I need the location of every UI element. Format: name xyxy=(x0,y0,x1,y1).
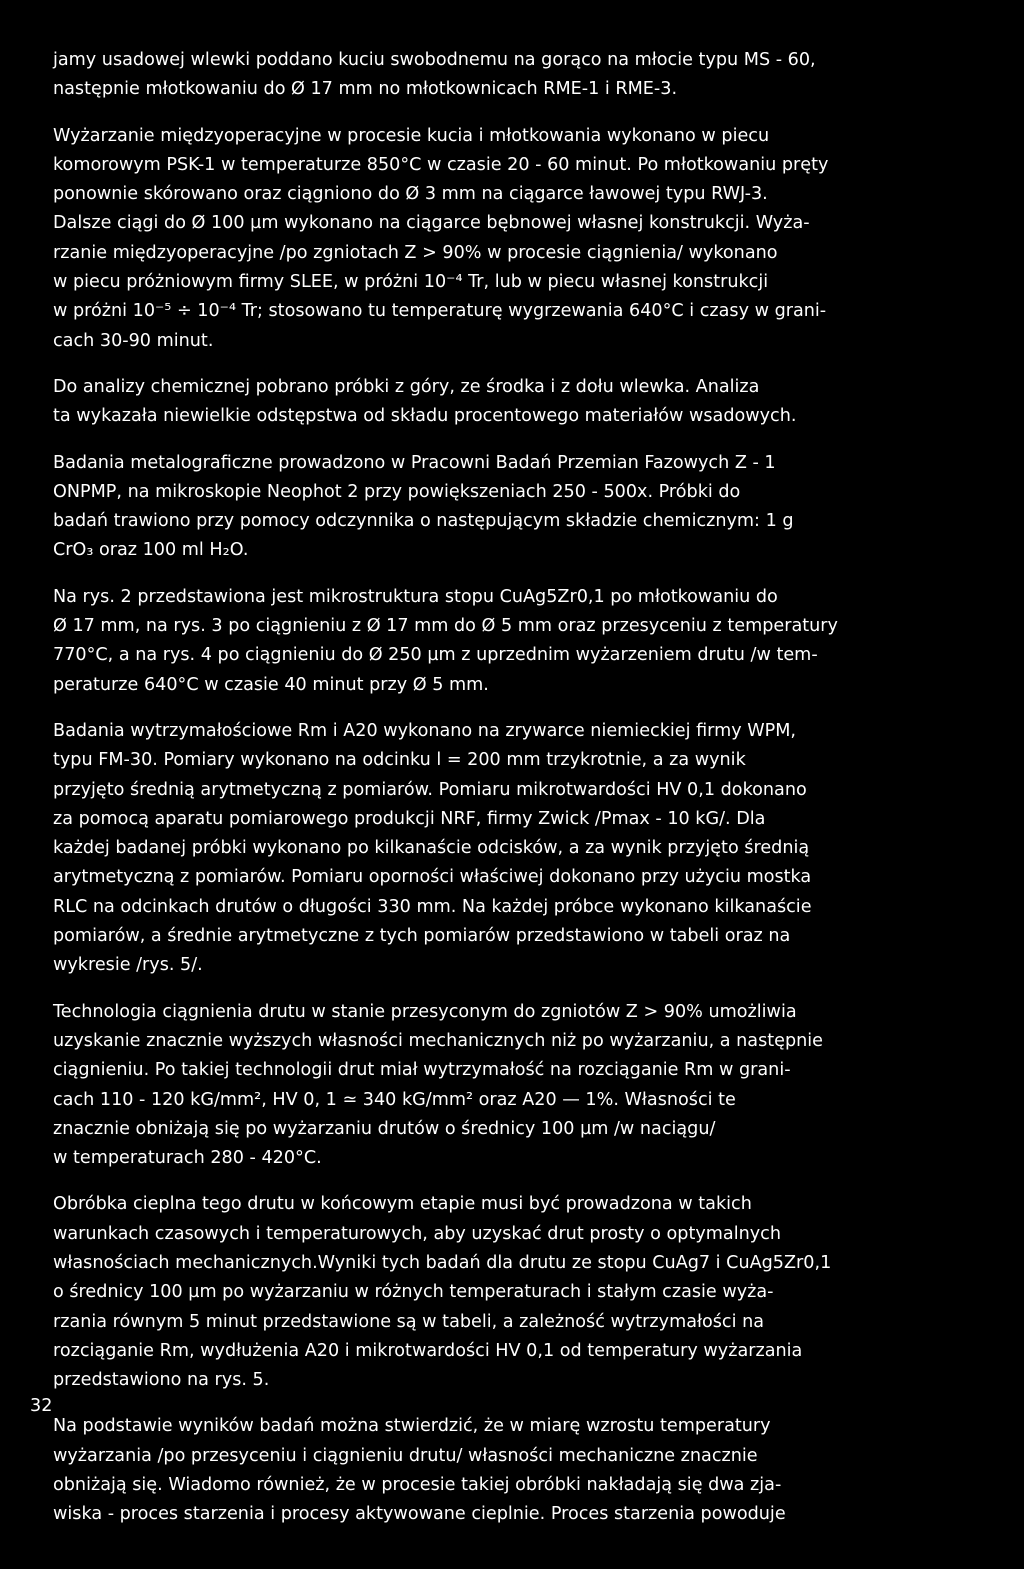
text-line: rozciąganie Rm, wydłużenia A20 i mikrotwardości HV 0,1 od temperatury wyżarzania xyxy=(53,1340,803,1361)
text-line: Na podstawie wyników badań można stwierdzić, że w miarę wzrostu temperatury xyxy=(53,1416,771,1437)
paragraph-1 xyxy=(53,46,975,105)
text-line: CrO₃ oraz 100 ml H₂O. xyxy=(53,540,249,561)
text-line: ta wykazała niewielkie odstępstwa od składu procentowego materiałów wsadowych. xyxy=(53,406,797,427)
paragraph-2 xyxy=(53,122,975,356)
text-line: ponownie skórowano oraz ciągniono do Ø 3 mm na ciągarce ławowej typu RWJ-3. xyxy=(53,184,768,205)
text-line: komorowym PSK-1 w temperaturze 850°C w czasie 20 - 60 minut. Po młotkowaniu pręty xyxy=(53,154,829,175)
text-line: ONPMP, na mikroskopie Neophot 2 przy powiększeniach 250 - 500x. Próbki do xyxy=(53,481,741,502)
text-line: peraturze 640°C w czasie 40 minut przy Ø 5 mm. xyxy=(53,674,489,695)
text-line: obniżają się. Wiadomo również, że w procesie takiej obróbki nakładają się dwa zja- xyxy=(53,1475,782,1496)
text-line: każdej badanej próbki wykonano po kilkanaście odcisków, a za wynik przyjęto średnią xyxy=(53,838,810,859)
paragraph-6 xyxy=(53,717,975,981)
paragraph-8 xyxy=(53,1190,975,1395)
text-line: Dalsze ciągi do Ø 100 µm wykonano na ciągarce bębnowej własnej konstrukcji. Wyża- xyxy=(53,213,810,234)
text-line: rzania równym 5 minut przedstawione są w tabeli, a zależność wytrzymałości na xyxy=(53,1311,765,1332)
text-line: jamy usadowej wlewki poddano kuciu swobodnemu na gorąco na młocie typu MS - 60, xyxy=(53,50,816,70)
document-page xyxy=(53,46,975,1547)
text-line: przedstawiono na rys. 5. xyxy=(53,1370,270,1391)
text-line: przyjęto średnią arytmetyczną z pomiarów. Pomiaru mikrotwardości HV 0,1 dokonano xyxy=(53,779,807,800)
text-line: Wyżarzanie międzyoperacyjne w procesie kucia i młotkowania wykonano w piecu xyxy=(53,125,770,146)
text-line: w temperaturach 280 - 420°C. xyxy=(53,1148,322,1169)
text-line: badań trawiono przy pomocy odczynnika o następującym składzie chemicznym: 1 g xyxy=(53,511,794,532)
paragraph-9 xyxy=(53,1412,975,1529)
text-line: arytmetyczną z pomiarów. Pomiaru oporności właściwej dokonano przy użyciu mostka xyxy=(53,867,812,888)
text-line: Obróbka cieplna tego drutu w końcowym etapie musi być prowadzona w takich xyxy=(53,1194,752,1215)
text-line: uzyskanie znacznie wyższych własności mechanicznych niż po wyżarzaniu, a następnie xyxy=(53,1030,824,1051)
paragraph-3 xyxy=(53,373,975,432)
text-line: wyżarzania /po przesyceniu i ciągnieniu drutu/ własności mechaniczne znacznie xyxy=(53,1445,758,1466)
paragraph-4 xyxy=(53,449,975,566)
text-line: 770°C, a na rys. 4 po ciągnieniu do Ø 250 µm z uprzednim wyżarzeniem drutu /w tem- xyxy=(53,645,818,666)
text-line: wykresie /rys. 5/. xyxy=(53,955,203,976)
text-line: typu FM-30. Pomiary wykonano na odcinku l = 200 mm trzykrotnie, a za wynik xyxy=(53,750,746,771)
text-line: cach 110 - 120 kG/mm², HV 0, 1 ≃ 340 kG/mm² oraz A20 — 1%. Własności te xyxy=(53,1089,736,1110)
text-line: rzanie międzyoperacyjne /po zgniotach Z > 90% w procesie ciągnienia/ wykonano xyxy=(53,242,778,263)
text-line: w piecu próżniowym firmy SLEE, w próżni 10⁻⁴ Tr, lub w piecu własnej konstrukcji xyxy=(53,272,769,293)
text-line: wiska - proces starzenia i procesy aktywowane cieplnie. Proces starzenia powoduje xyxy=(53,1504,786,1525)
text-line: Technologia ciągnienia drutu w stanie przesyconym do zgniotów Z > 90% umożliwia xyxy=(53,1001,797,1022)
text-line: w próżni 10⁻⁵ ÷ 10⁻⁴ Tr; stosowano tu temperaturę wygrzewania 640°C i czasy w grani- xyxy=(53,301,827,322)
text-line: Badania metalograficzne prowadzono w Pracowni Badań Przemian Fazowych Z - 1 xyxy=(53,452,776,473)
text-line: Ø 17 mm, na rys. 3 po ciągnieniu z Ø 17 mm do Ø 5 mm oraz przesyceniu z temperatury xyxy=(53,616,838,637)
text-line: następnie młotkowaniu do Ø 17 mm no młotkownicach RME-1 i RME-3. xyxy=(53,79,678,100)
text-line: Na rys. 2 przedstawiona jest mikrostruktura stopu CuAg5Zr0,1 po młotkowaniu do xyxy=(53,586,778,607)
paragraph-7 xyxy=(53,998,975,1174)
page-number: 32 xyxy=(30,1396,53,1416)
paragraph-5 xyxy=(53,583,975,700)
text-line: ciągnieniu. Po takiej technologii drut miał wytrzymałość na rozciąganie Rm w grani- xyxy=(53,1060,791,1081)
text-line: o średnicy 100 µm po wyżarzaniu w różnych temperaturach i stałym czasie wyża- xyxy=(53,1282,774,1303)
text-line: własnościach mechanicznych.Wyniki tych badań dla drutu ze stopu CuAg7 i CuAg5Zr0,1 xyxy=(53,1252,832,1273)
text-line: cach 30-90 minut. xyxy=(53,330,214,351)
text-line: pomiarów, a średnie arytmetyczne z tych pomiarów przedstawiono w tabeli oraz na xyxy=(53,926,791,947)
text-line: znacznie obniżają się po wyżarzaniu drutów o średnicy 100 µm /w naciągu/ xyxy=(53,1118,716,1139)
text-line: Badania wytrzymałościowe Rm i A20 wykonano na zrywarce niemieckiej firmy WPM, xyxy=(53,720,797,741)
text-line: Do analizy chemicznej pobrano próbki z góry, ze środka i z dołu wlewka. Analiza xyxy=(53,376,760,397)
text-line: RLC na odcinkach drutów o długości 330 mm. Na każdej próbce wykonano kilkanaście xyxy=(53,896,812,917)
text-line: warunkach czasowych i temperaturowych, aby uzyskać drut prosty o optymalnych xyxy=(53,1223,781,1244)
text-line: za pomocą aparatu pomiarowego produkcji NRF, firmy Zwick /Pmax - 10 kG/. Dla xyxy=(53,808,766,829)
